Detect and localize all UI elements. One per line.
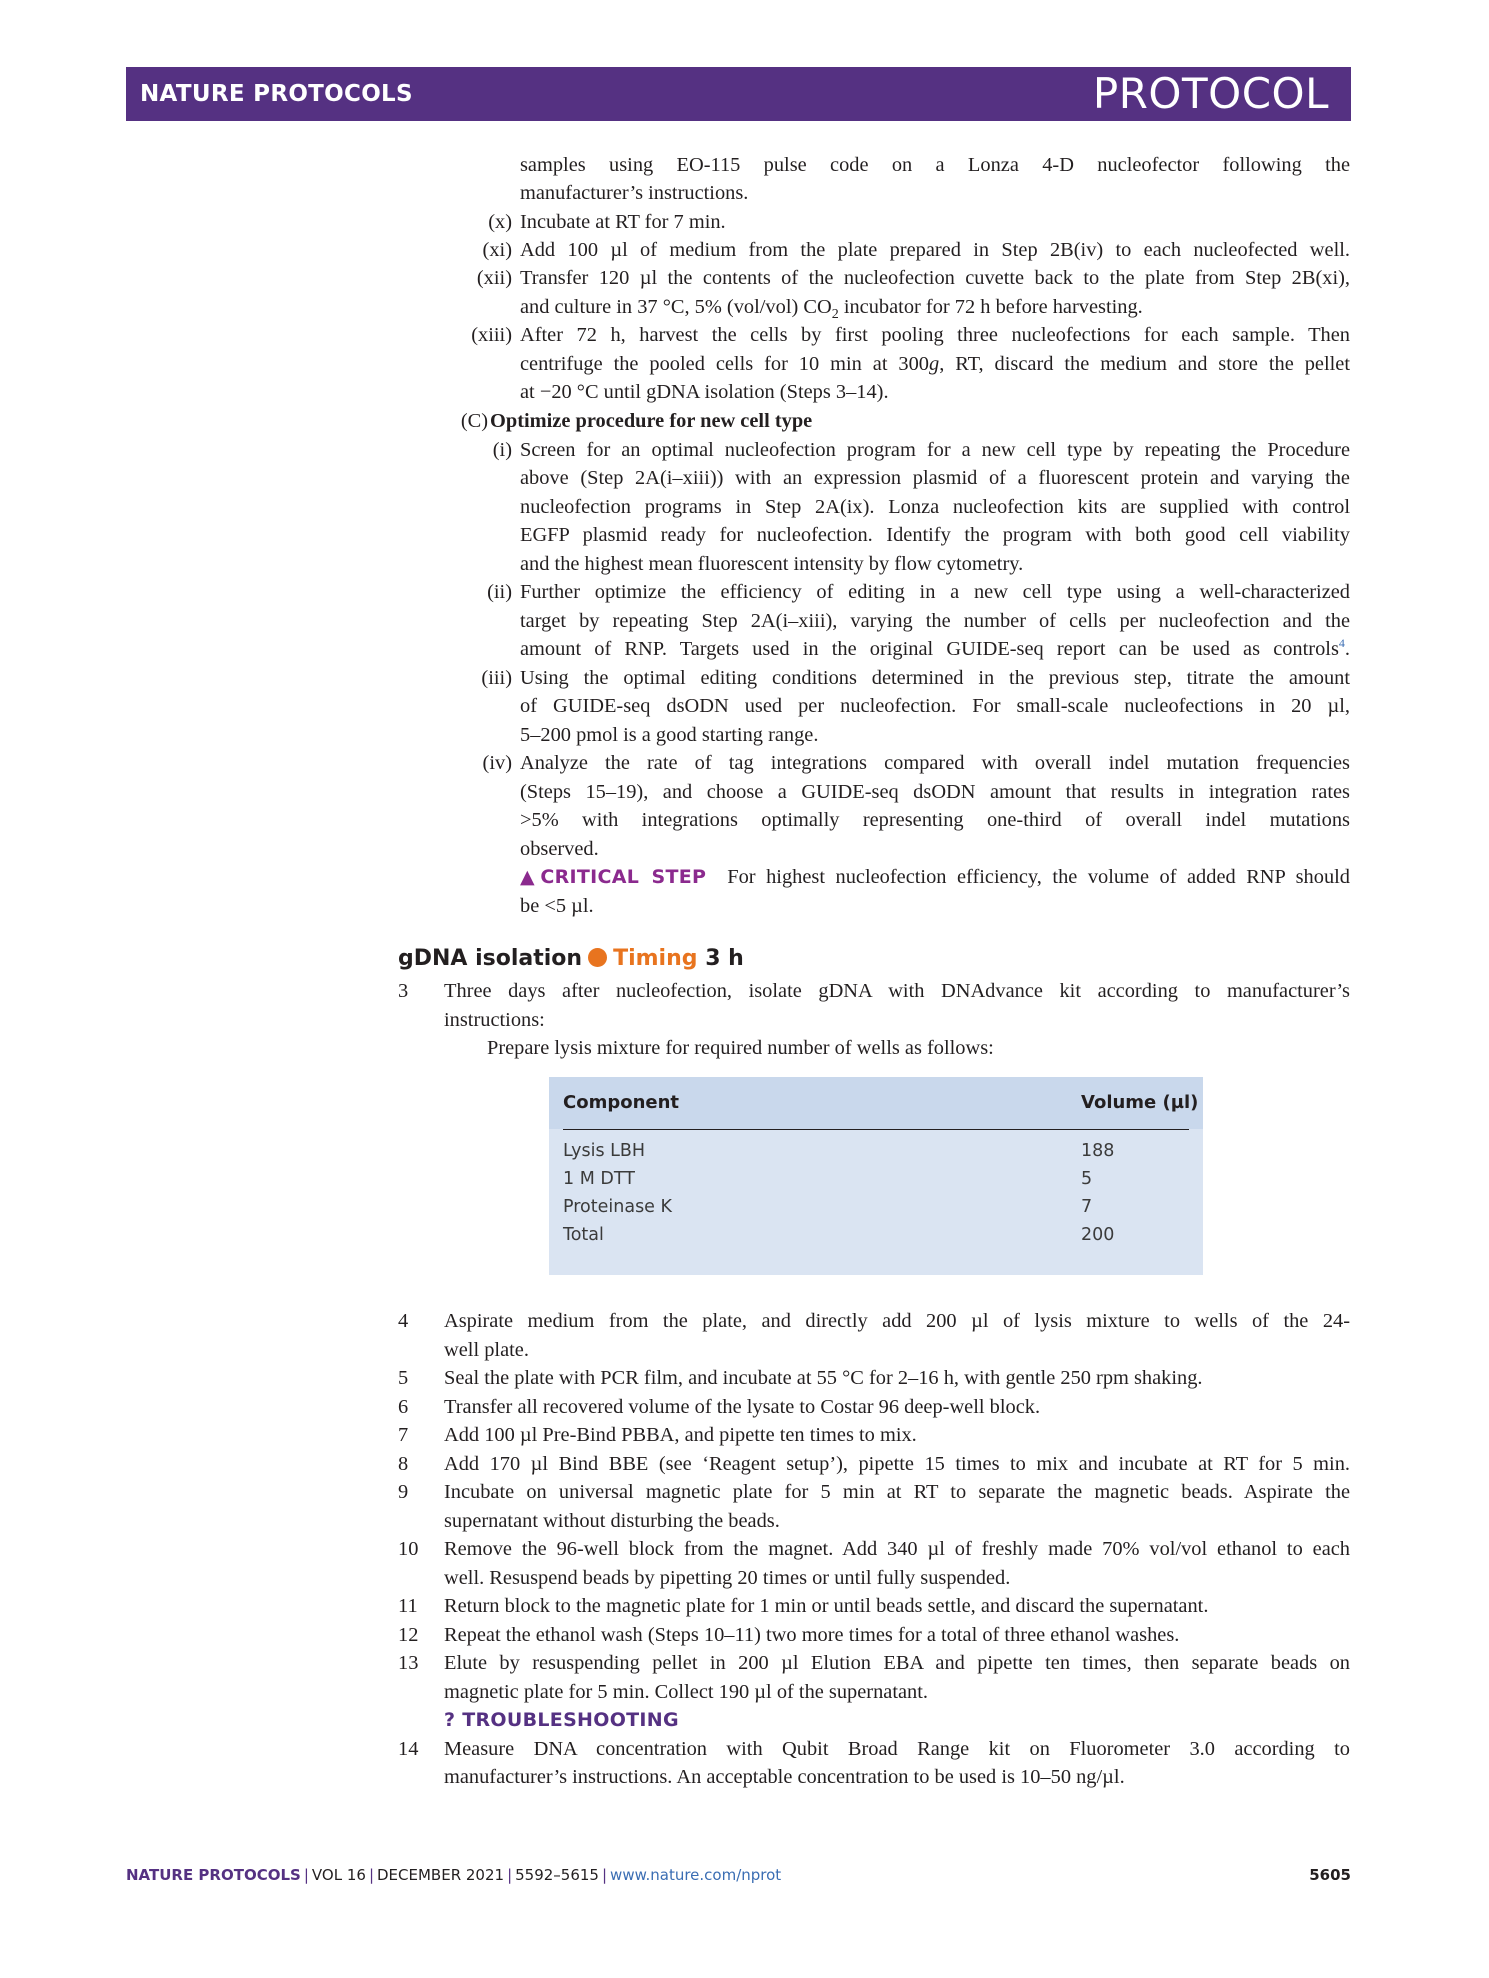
step-2b-xi-text: Add 100 µl of medium from the plate prepared in Step 2B(iv) to each nucleofected well. [520,239,1350,261]
step-2b-xiii-line2: centrifuge the pooled cells for 10 min at 300g, RT, discard the medium and store the pellet [520,353,1350,375]
reference-link[interactable]: 4 [1338,636,1345,651]
step-3-line2: instructions: [444,1009,545,1031]
step-5-text: Seal the plate with PCR film, and incubate at 55 °C for 2–16 h, with gentle 250 rpm shaking. [444,1367,1203,1389]
timing-dot-icon [588,948,607,967]
step-13-line2: magnetic plate for 5 min. Collect 190 µl of the supernatant. [444,1681,928,1703]
step-8-text: Add 170 µl Bind BBE (see ‘Reagent setup’), pipette 15 times to mix and incubate at RT for 5 min. [444,1453,1350,1475]
step-10-line1: Remove the 96-well block from the magnet. Add 340 µl of freshly made 70% vol/vol ethanol to each [444,1538,1350,1560]
step-2c-iv-line3: >5% with integrations optimally representing one-third of overall indel mutations [520,809,1350,831]
table-cell-component: 1 M DTT [563,1169,635,1189]
step-14-number: 14 [398,1738,419,1760]
step-2c-iv-line4: observed. [520,838,599,860]
step-9-line1: Incubate on universal magnetic plate for 5 min at RT to separate the magnetic beads. Aspirate the [444,1481,1350,1503]
step-6-text: Transfer all recovered volume of the lysate to Costar 96 deep-well block. [444,1396,1041,1418]
step-2c-ii-line1: Further optimize the efficiency of editing in a new cell type using a well-characterized [520,581,1350,603]
footer-date: DECEMBER 2021 [377,1866,505,1884]
step-2b-ix-continuation: samples using EO-115 pulse code on a Lonza 4-D nucleofector following the [520,154,1350,176]
step-2c-ii-label: (ii) [487,581,512,603]
critical-step-marker: ▲CRITICAL STEP [520,866,707,888]
footer-url-link[interactable]: www.nature.com/nprot [610,1866,782,1884]
table-cell-volume: 7 [1081,1197,1093,1217]
lysis-mixture-table [549,1077,1203,1275]
step-11-number: 11 [398,1595,418,1617]
step-2c-iv-line2: (Steps 15–19), and choose a GUIDE-seq dsODN amount that results in integration rates [520,781,1350,803]
step-2b-x-label: (x) [488,211,512,233]
journal-header-bar [126,67,1351,121]
step-4-line1: Aspirate medium from the plate, and directly add 200 µl of lysis mixture to wells of the 24- [444,1310,1350,1332]
table-header-component: Component [563,1092,680,1113]
step-2c-iv-line1: Analyze the rate of tag integrations compared with overall indel mutation frequencies [520,752,1350,774]
section-heading-gdna-isolation: gDNA isolation Timing 3 h [398,946,744,971]
article-type: PROTOCOL [1092,69,1329,118]
footer-volume: VOL 16 [311,1866,366,1884]
step-2c-i-line2: above (Step 2A(i–xiii)) with an expression plasmid of a fluorescent protein and varying the [520,467,1350,489]
step-12-text: Repeat the ethanol wash (Steps 10–11) two more times for a total of three ethanol washes. [444,1624,1180,1646]
step-8-number: 8 [398,1453,409,1475]
step-2b-xiii-line1: After 72 h, harvest the cells by first pooling three nucleofections for each sample. Then [520,324,1350,346]
step-2c-label: (C) [460,410,488,432]
table-cell-component: Lysis LBH [563,1141,646,1161]
step-2b-x-text: Incubate at RT for 7 min. [520,211,726,233]
step-10-number: 10 [398,1538,419,1560]
step-2b-xiii-line3: at −20 °C until gDNA isolation (Steps 3–14). [520,381,889,403]
step-2c-i-line4: EGFP plasmid ready for nucleofection. Identify the program with both good cell viability [520,524,1350,546]
step-14-line1: Measure DNA concentration with Qubit Broad Range kit on Fluorometer 3.0 according to [444,1738,1350,1760]
step-7-number: 7 [398,1424,409,1446]
critical-step-note: ▲CRITICAL STEP For highest nucleofection efficiency, the volume of added RNP should [520,866,1350,888]
page-footer: NATURE PROTOCOLS | VOL 16 | DECEMBER 2021 | 5592–5615 | www.nature.com/nprot [126,1866,782,1884]
page-number: 5605 [1309,1866,1351,1884]
step-2c-iii-label: (iii) [481,667,512,689]
step-9-number: 9 [398,1481,409,1503]
journal-name: NATURE PROTOCOLS [140,81,413,107]
step-2c-i-line1: Screen for an optimal nucleofection program for a new cell type by repeating the Procedure [520,439,1350,461]
step-2c-ii-line3: amount of RNP. Targets used in the original GUIDE-seq report can be used as controls$^4$. [520,636,1350,660]
step-3-line3: Prepare lysis mixture for required number of wells as follows: [487,1037,994,1059]
step-2b-xiii-label: (xiii) [471,324,512,346]
table-header-rule [563,1129,1189,1130]
table-cell-volume: 5 [1081,1169,1093,1189]
step-9-line2: supernatant without disturbing the beads. [444,1510,780,1532]
footer-pages: 5592–5615 [515,1866,599,1884]
table-cell-component: Total [563,1225,604,1245]
table-header-volume: Volume (µl) [1081,1092,1199,1113]
step-2b-ix-continuation-end: manufacturer’s instructions. [520,182,749,204]
step-13-line1: Elute by resuspending pellet in 200 µl Elution EBA and pipette ten times, then separate beads on [444,1652,1350,1674]
step-7-text: Add 100 µl Pre-Bind PBBA, and pipette ten times to mix. [444,1424,917,1446]
step-11-text: Return block to the magnetic plate for 1 min or until beads settle, and discard the supernatant. [444,1595,1209,1617]
step-4-line2: well plate. [444,1339,529,1361]
step-2c-iv-label: (iv) [482,752,512,774]
step-2b-xi-label: (xi) [482,239,512,261]
step-2b-xii-label: (xii) [476,267,512,289]
table-cell-volume: 188 [1081,1141,1115,1161]
step-2c-ii-line2: target by repeating Step 2A(i–xiii), varying the number of cells per nucleofection and the [520,610,1350,632]
step-3-number: 3 [398,980,409,1002]
step-2b-xii-line2: and culture in 37 °C, 5% (vol/vol) $CO_2$ incubator for 72 h before harvesting. [520,296,1143,323]
step-13-number: 13 [398,1652,419,1674]
step-2c-i-label: (i) [492,439,512,461]
footer-journal: NATURE PROTOCOLS [126,1866,301,1884]
step-2c-i-line3: nucleofection programs in Step 2A(ix). Lonza nucleofection kits are supplied with control [520,496,1350,518]
step-6-number: 6 [398,1396,409,1418]
step-2c-iii-line3: 5–200 pmol is a good starting range. [520,724,819,746]
step-2c-i-line5: and the highest mean fluorescent intensity by flow cytometry. [520,553,1024,575]
critical-step-note-end: be <5 µl. [520,895,594,917]
step-14-line2: manufacturer’s instructions. An acceptable concentration to be used is 10–50 ng/µl. [444,1766,1125,1788]
step-4-number: 4 [398,1310,409,1332]
table-cell-volume: 200 [1081,1225,1115,1245]
step-12-number: 12 [398,1624,419,1646]
step-3-line1: Three days after nucleofection, isolate gDNA with DNAdvance kit according to manufacturer’s [444,980,1350,1002]
step-2c-title: Optimize procedure for new cell type [490,410,813,432]
step-2c-iii-line1: Using the optimal editing conditions determined in the previous step, titrate the amount [520,667,1350,689]
table-cell-component: Proteinase K [563,1197,672,1217]
step-10-line2: well. Resuspend beads by pipetting 20 times or until fully suspended. [444,1567,1011,1589]
step-2b-xii-line1: Transfer 120 µl the contents of the nucleofection cuvette back to the plate from Step 2B(xi), [520,267,1350,289]
step-2c-iii-line2: of GUIDE-seq dsODN used per nucleofection. For small-scale nucleofections in 20 µl, [520,695,1350,717]
step-5-number: 5 [398,1367,409,1389]
troubleshooting-link[interactable]: ? TROUBLESHOOTING [444,1709,679,1731]
